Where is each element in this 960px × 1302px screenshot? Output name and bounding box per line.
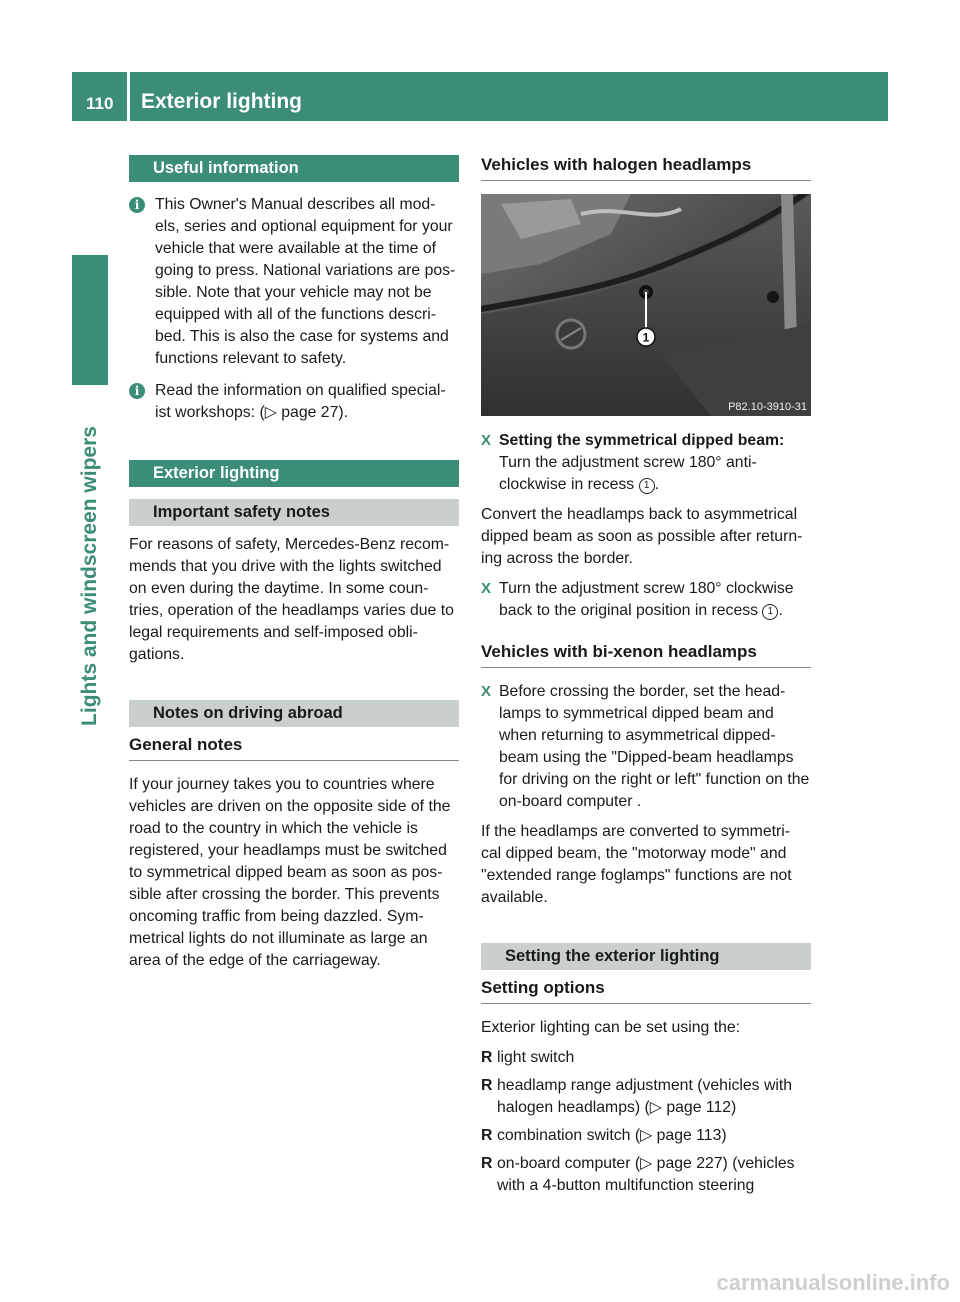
step-text: Before crossing the border, set the head- lamps to symmetrical dipped beam and when returning to asymmetrical dipped- beam using the "Dipped-beam headlamps for driving on the right or left" function on the on-board computer . [499,683,810,810]
header-separator [127,72,130,121]
bullet-icon: R [481,1049,493,1066]
headlamp-photo [481,194,811,416]
engine-bay-image [481,194,811,416]
info-note-text: Read the information on qualified special- ist workshops: (▷ page 27). [155,382,446,421]
list-item [481,1125,811,1147]
list-item [481,1153,811,1197]
info-icon: i [129,383,145,399]
general-notes-text: If your journey takes you to countries where vehicles are driven on the opposite side of the road to the country in which the vehicle is registered, your headlamps must be switched to symmetrical dipped beam as soon as pos- sible after crossing the border. This prevents oncoming traffic from being dazzled. Sym- metrical lights do not illuminate as large an area of the edge of the carriageway. [129,776,451,969]
list-item-text: headlamp range adjustment (vehicles with halogen headlamps) (▷ page 112) [497,1077,793,1116]
halogen-heading: Vehicles with halogen headlamps [481,155,811,181]
bullet-icon: R [481,1127,493,1144]
instruction-step [481,578,811,622]
safety-notes-text: For reasons of safety, Mercedes-Benz recom- mends that you drive with the lights switched on even during the daytime. In some coun- tries, operation of the headlamps varies due to legal requirements and self-imposed obli- gations. [129,536,454,663]
section-title: Exterior lighting [141,90,303,113]
list-item [481,1047,811,1069]
list-item-text: on-board computer (▷ page 227) (vehicles with a 4-button multifunction steering [497,1155,795,1194]
list-item-text: light switch [497,1049,575,1066]
recess-callout-icon: 1 [762,604,778,620]
recess-callout-icon: 1 [639,478,655,494]
bullet-icon: R [481,1077,493,1094]
step-text: Turn the adjustment screw 180° anti- clockwise in recess [499,454,757,493]
setting-intro-text: Exterior lighting can be set using the: [481,1019,741,1036]
info-note [129,194,459,370]
exterior-lighting-heading: Exterior lighting [129,460,459,487]
info-icon: i [129,197,145,213]
convert-back-text: Convert the headlamps back to asymmetrical dipped beam as soon as possible after return- ing across the border. [481,506,803,567]
list-item [481,1075,811,1119]
setting-options-heading: Setting options [481,978,811,1004]
list-item-text: combination switch (▷ page 113) [497,1127,727,1144]
watermark: carmanualsonline.info [716,1270,950,1295]
info-note-text: This Owner's Manual describes all mod- els, series and optional equipment for your vehicle that were available at the time of going to press. National variations are pos- sible. Note that your vehicle may not be equipped with all of the functions descri- bed. This is also the case for systems and functions relevant to safety. [155,196,456,367]
info-note [129,380,459,424]
page-number: 110 [86,94,114,113]
left-column [129,155,459,980]
converted-note-text: If the headlamps are converted to symmetri- cal dipped beam, the "motorway mode" and "extended range foglamps" functions are not available. [481,823,792,906]
step-text-end: . [778,602,783,619]
bixenon-heading: Vehicles with bi-xenon headlamps [481,642,811,668]
safety-notes-heading: Important safety notes [129,499,459,526]
setting-lighting-heading: Setting the exterior lighting [481,943,811,970]
side-tab-label: Lights and windscreen wipers [78,426,101,726]
useful-info-heading: Useful information [129,155,459,182]
driving-abroad-heading: Notes on driving abroad [129,700,459,727]
photo-caption: P82.10-3910-31 [728,401,807,413]
arrow-step-icon: X [481,683,492,700]
step-title: Setting the symmetrical dipped beam: [499,432,785,449]
instruction-step [481,430,811,496]
general-notes-heading: General notes [129,735,459,761]
bullet-icon: R [481,1155,493,1172]
step-text: Turn the adjustment screw 180° clockwise back to the original position in recess [499,580,794,619]
instruction-step [481,681,811,813]
arrow-step-icon: X [481,580,492,597]
arrow-step-icon: X [481,432,492,449]
callout-label: 1 [642,330,650,345]
step-text-end: . [654,476,659,493]
header-bar [72,72,888,121]
right-column [481,155,811,1203]
